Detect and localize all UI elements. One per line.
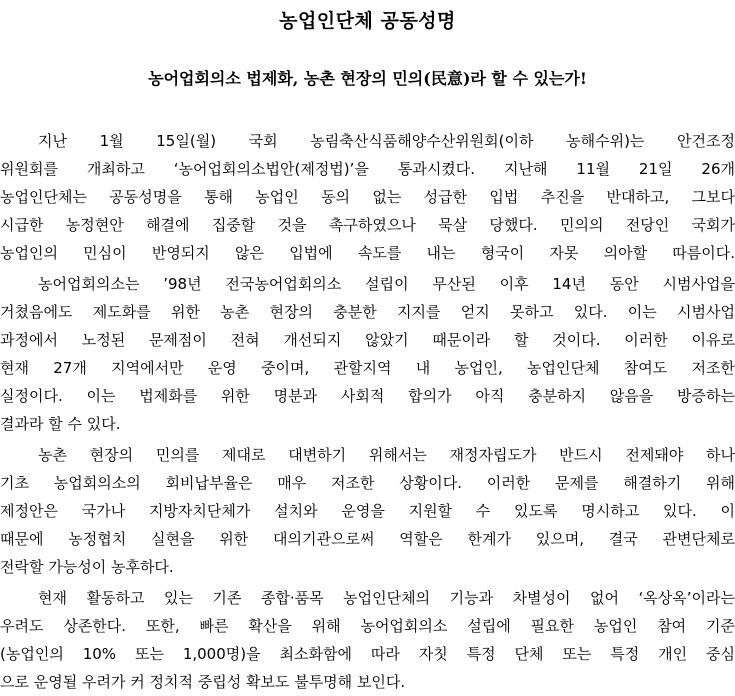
paragraph-1	[0, 127, 735, 267]
paragraph-2	[0, 270, 735, 438]
document-title: 농업인단체 공동성명	[279, 10, 456, 32]
paragraph-line: 우려도 상존한다. 또한, 빠른 확산을 위해 농어업회의소 설립에 필요한 농업인 참여 기준	[0, 617, 735, 635]
paragraph-line: 농업인단체는 공동성명을 통해 농업인 동의 없는 성급한 입법 추진을 반대하고, 그보다	[0, 188, 735, 206]
paragraph-line: 농어업회의소는 ’98년 전국농어업회의소 설립이 무산된 이후 14년 동안 시범사업을	[38, 275, 735, 293]
paragraph-line: 지난 1월 15일(월) 국회 농림축산식품해양수산위원회(이하 농해수위)는 안건조정	[38, 132, 735, 150]
paragraph-line: 제정안은 국가나 지방자치단체가 설치와 운영을 지원할 수 있도록 명시하고 있다. 이	[0, 502, 735, 520]
paragraph-line: 때문에 농정협치 실현을 위한 대의기관으로써 역할은 한계가 있으며, 결국 관변단체로	[0, 530, 735, 548]
paragraph-line: 전락할 가능성이 농후하다.	[0, 558, 174, 576]
paragraph-line: 시급한 농정현안 해결에 집중할 것을 촉구하였으나 묵살 당했다. 민의의 전당인 국회가	[0, 216, 735, 234]
paragraph-line: 현재 27개 지역에서만 운영 중이며, 관할지역 내 농업인, 농업인단체 참여도 저조한	[0, 359, 735, 377]
paragraph-line: 현재 활동하고 있는 기존 종합·품목 농업인단체의 기능과 차별성이 없어 ‘옥상옥’이라는	[38, 589, 735, 607]
paragraph-line: 기초 농업회의소의 회비납부율은 매우 저조한 상황이다. 이러한 문제를 해결하기 위해	[0, 474, 735, 492]
paragraph-line: 거쳤음에도 제도화를 위한 농촌 현장의 충분한 지지를 얻지 못하고 있다. 이는 시범사업	[0, 303, 735, 321]
paragraph-line: 과정에서 노정된 문제점이 전혀 개선되지 않았기 때문이라 할 것이다. 이러한 이유로	[0, 331, 735, 349]
paragraph-line: 실정이다. 이는 법제화를 위한 명분과 사회적 합의가 아직 충분하지 않음을 방증하는	[0, 387, 735, 405]
paragraph-line: (농업인의 10% 또는 1,000명)을 최소화함에 따라 자칫 특정 단체 또는 특정 개인 중심	[0, 645, 735, 663]
paragraph-line: 으로 운영될 우려가 커 정치적 중립성 확보도 불투명해 보인다.	[0, 673, 406, 691]
paragraph-line: 위원회를 개최하고 ‘농어업회의소법안(제정법)’을 통과시켰다. 지난해 11월 21일 26개	[0, 160, 735, 178]
document-subtitle: 농어업회의소 법제화, 농촌 현장의 민의(民意)라 할 수 있는가!	[148, 69, 587, 88]
statement-body	[0, 127, 735, 696]
paragraph-line: 농촌 현장의 민의를 제대로 대변하기 위해서는 재정자립도가 반드시 전제돼야 하나	[38, 446, 735, 464]
paragraph-line: 농업인의 민심이 반영되지 않은 입법에 속도를 내는 형국이 자못 의아할 따름이다.	[0, 244, 735, 262]
paragraph-line: 결과라 할 수 있다.	[0, 415, 121, 433]
paragraph-4	[0, 584, 735, 696]
paragraph-3	[0, 441, 735, 581]
